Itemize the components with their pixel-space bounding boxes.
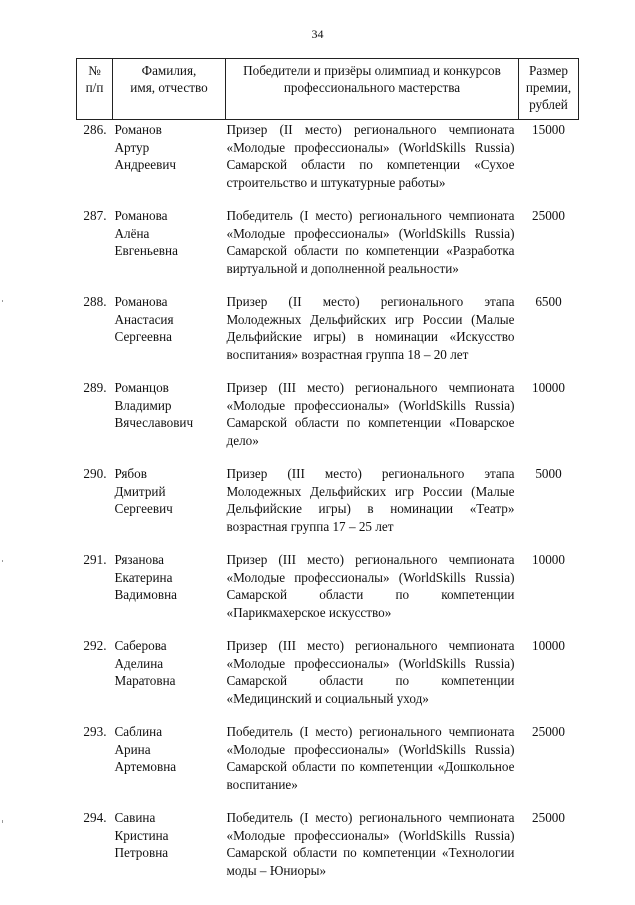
row-amount: 15000 bbox=[532, 122, 565, 137]
table-row bbox=[77, 120, 579, 204]
row-description: Призер (II место) регионального этапа Молодежных Дельфийских игр России (Малые Дельфийские игры) в номинации «Искусство воспитания» возрастная группа 18 – 20 лет bbox=[226, 294, 515, 362]
header-description-line1: Победители и призёры олимпиад и конкурсов bbox=[243, 63, 501, 78]
row-full-name bbox=[113, 203, 226, 289]
row-number: 292. bbox=[83, 638, 107, 653]
row-number: 288. bbox=[83, 294, 107, 309]
header-amount bbox=[519, 59, 579, 120]
table-row bbox=[77, 805, 579, 891]
row-full-name bbox=[113, 547, 226, 633]
row-first-name: Кристина bbox=[114, 827, 169, 843]
row-patronymic: Артемовна bbox=[114, 759, 177, 774]
row-first-name: Артур bbox=[114, 139, 150, 155]
row-full-name bbox=[113, 120, 226, 204]
row-amount: 25000 bbox=[532, 810, 565, 825]
row-patronymic: Петровна bbox=[114, 845, 169, 860]
row-amount: 10000 bbox=[532, 380, 565, 395]
row-surname: Рябов bbox=[114, 466, 147, 481]
row-full-name bbox=[113, 719, 226, 805]
header-name-line2: имя, отчество bbox=[130, 80, 208, 95]
row-full-name bbox=[113, 805, 226, 891]
row-description: Призер (III место) регионального чемпионата «Молодые профессионалы» (WorldSkills Russia) Самарской области по компетенции «Поварское дело» bbox=[226, 380, 515, 448]
table-body bbox=[77, 120, 579, 892]
header-number-line2: п/п bbox=[85, 80, 104, 95]
row-number: 290. bbox=[83, 466, 107, 481]
row-description: Призер (II место) регионального чемпионата «Молодые профессионалы» (WorldSkills Russia) Самарской области по компетенции «Сухое строительство и штукатурные работы» bbox=[226, 122, 515, 190]
row-patronymic: Маратовна bbox=[114, 673, 176, 688]
row-surname: Рязанова bbox=[114, 552, 165, 567]
row-full-name bbox=[113, 375, 226, 461]
table-row bbox=[77, 461, 579, 547]
row-amount: 25000 bbox=[532, 724, 565, 739]
row-full-name bbox=[113, 633, 226, 719]
row-surname: Романов bbox=[114, 122, 162, 137]
row-surname: Савина bbox=[114, 810, 156, 825]
header-number-line1: № bbox=[88, 63, 101, 78]
row-patronymic: Вадимовна bbox=[114, 587, 177, 602]
header-amount-line3: рублей bbox=[529, 97, 568, 112]
row-surname: Романова bbox=[114, 208, 168, 223]
header-name-line1: Фамилия, bbox=[141, 63, 197, 78]
row-surname: Саберова bbox=[114, 638, 167, 653]
row-full-name bbox=[113, 289, 226, 375]
table-row bbox=[77, 289, 579, 375]
page-number: 34 bbox=[311, 27, 324, 41]
header-description-line2: профессионального мастерства bbox=[283, 80, 461, 95]
header-amount-line1: Размер bbox=[528, 63, 568, 78]
row-surname: Саблина bbox=[114, 724, 163, 739]
row-number: 294. bbox=[83, 810, 107, 825]
row-number: 291. bbox=[83, 552, 107, 567]
row-surname: Романцов bbox=[114, 380, 169, 395]
row-first-name: Алёна bbox=[114, 225, 150, 241]
row-amount: 25000 bbox=[532, 208, 565, 223]
row-description: Победитель (I место) регионального чемпионата «Молодые профессионалы» (WorldSkills Russia) Самарской области по компетенции «Технологии моды – Юниоры» bbox=[226, 810, 515, 878]
header-description bbox=[226, 59, 519, 120]
row-first-name: Аделина bbox=[114, 655, 164, 671]
row-first-name: Екатерина bbox=[114, 569, 173, 585]
awards-table bbox=[76, 58, 579, 891]
table-row bbox=[77, 203, 579, 289]
row-first-name: Владимир bbox=[114, 397, 172, 413]
row-description: Победитель (I место) регионального чемпионата «Молодые профессионалы» (WorldSkills Russia) Самарской области по компетенции «Дошкольное воспитание» bbox=[226, 724, 515, 792]
table-row bbox=[77, 375, 579, 461]
table-header bbox=[77, 59, 579, 120]
header-amount-line2: премии, bbox=[525, 80, 572, 95]
row-first-name: Дмитрий bbox=[114, 483, 166, 499]
row-number: 289. bbox=[83, 380, 107, 395]
header-number bbox=[77, 59, 113, 120]
row-first-name: Анастасия bbox=[114, 311, 174, 327]
table-row bbox=[77, 719, 579, 805]
row-description: Призер (III место) регионального этапа Молодежных Дельфийских игр России (Малые Дельфийские игры) в номинации «Театр» возрастная группа 17 – 25 лет bbox=[226, 466, 515, 534]
scan-edge-mark bbox=[2, 300, 3, 302]
scan-edge-mark bbox=[2, 820, 3, 823]
row-full-name bbox=[113, 461, 226, 547]
row-patronymic: Сергеевна bbox=[114, 329, 172, 344]
row-first-name: Арина bbox=[114, 741, 151, 757]
row-patronymic: Сергеевич bbox=[114, 501, 173, 516]
table-row bbox=[77, 633, 579, 719]
header-name bbox=[113, 59, 226, 120]
row-amount: 5000 bbox=[535, 466, 562, 481]
row-patronymic: Евгеньевна bbox=[114, 243, 178, 258]
row-number: 286. bbox=[83, 122, 107, 137]
row-description: Призер (III место) регионального чемпионата «Молодые профессионалы» (WorldSkills Russia) Самарской области по компетенции «Парикмахерское искусство» bbox=[226, 552, 515, 620]
row-description: Победитель (I место) регионального чемпионата «Молодые профессионалы» (WorldSkills Russia) Самарской области по компетенции «Разработка виртуальной и дополненной реальности» bbox=[226, 208, 515, 276]
table-row bbox=[77, 547, 579, 633]
row-amount: 6500 bbox=[535, 294, 562, 309]
row-patronymic: Вячеславович bbox=[114, 415, 194, 430]
row-number: 287. bbox=[83, 208, 107, 223]
row-amount: 10000 bbox=[532, 638, 565, 653]
row-description: Призер (III место) регионального чемпионата «Молодые профессионалы» (WorldSkills Russia) Самарской области по компетенции «Медицинский и социальный уход» bbox=[226, 638, 515, 706]
row-number: 293. bbox=[83, 724, 107, 739]
row-patronymic: Андреевич bbox=[114, 157, 177, 172]
row-surname: Романова bbox=[114, 294, 168, 309]
row-amount: 10000 bbox=[532, 552, 565, 567]
scan-edge-mark bbox=[2, 560, 3, 562]
